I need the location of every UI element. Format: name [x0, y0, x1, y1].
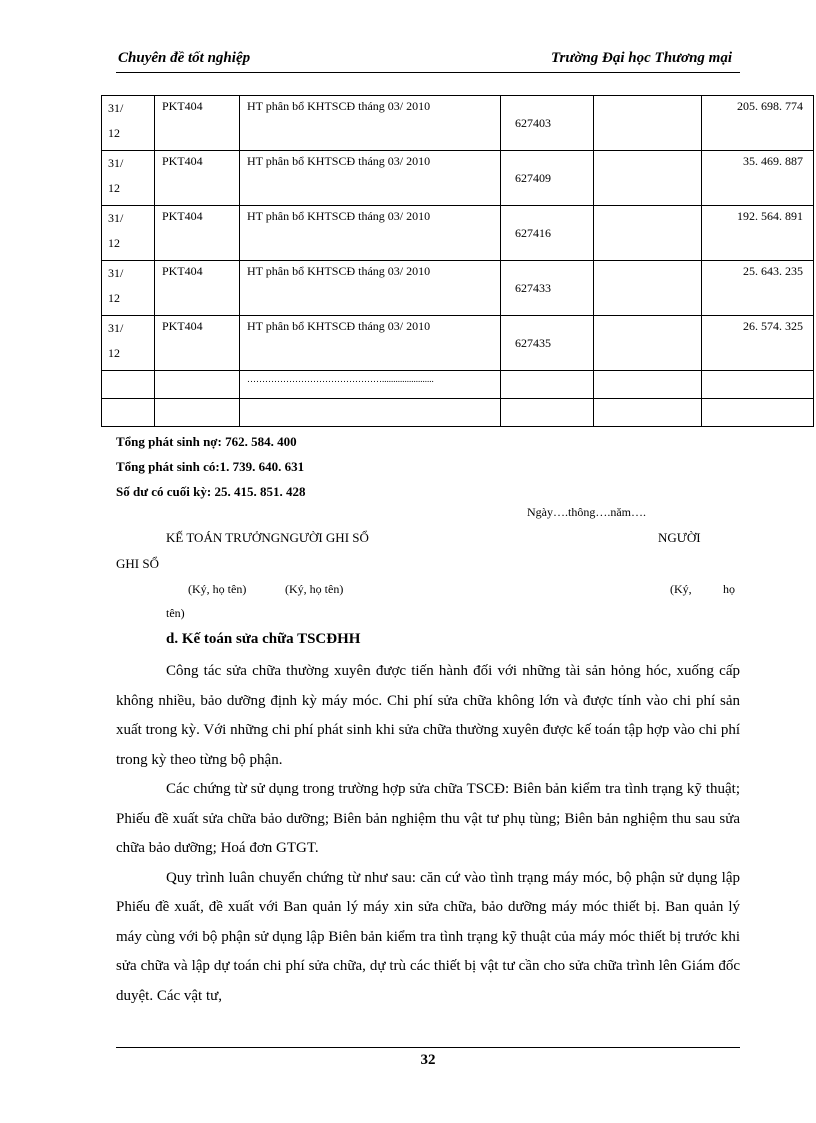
section-heading: d. Kế toán sửa chữa TSCĐHH	[166, 631, 361, 647]
credit-cell: 25. 643. 235	[702, 261, 814, 316]
total-debit: Tổng phát sinh nợ: 762. 584. 400	[116, 434, 297, 449]
table-row	[102, 316, 814, 371]
doc-cell: PKT404	[155, 316, 240, 371]
credit-cell: 205. 698. 774	[702, 96, 814, 151]
account-cell: 627435	[501, 316, 594, 371]
desc-cell: HT phân bổ KHTSCĐ tháng 03/ 2010	[240, 206, 501, 261]
totals-block	[116, 429, 305, 504]
table-row	[102, 261, 814, 316]
doc-cell: PKT404	[155, 206, 240, 261]
debit-cell	[594, 96, 702, 151]
credit-cell: 35. 469. 887	[702, 151, 814, 206]
doc-cell: PKT404	[155, 261, 240, 316]
paragraph: Công tác sửa chữa thường xuyên được tiến hành đối với những tài sản hỏng hóc, xuống cấp không nhiều, bảo dưỡng định kỳ máy móc. Chi phí sửa chữa không lớn và được tính vào chi phí sản xuất trong kỳ. Với những chi phí phát sinh khi sửa chữa thường xuyên được kế toán tập hợp vào chi phí trong kỳ theo từng bộ phận.	[116, 663, 740, 768]
table-row	[102, 371, 814, 399]
body-text	[116, 657, 740, 1011]
signature-note-3-cont: tên)	[166, 606, 185, 620]
desc-cell: HT phân bổ KHTSCĐ tháng 03/ 2010	[240, 316, 501, 371]
debit-cell	[594, 261, 702, 316]
table-row	[102, 96, 814, 151]
desc-cell: HT phân bổ KHTSCĐ tháng 03/ 2010	[240, 96, 501, 151]
date-cell: 31/ 12	[102, 96, 155, 151]
header-rule	[116, 72, 740, 73]
ledger-table	[101, 95, 814, 427]
date-line: Ngày….thông….năm….	[527, 505, 646, 519]
desc-cell: HT phân bổ KHTSCĐ tháng 03/ 2010	[240, 261, 501, 316]
debit-cell	[594, 206, 702, 261]
paragraph: Các chứng từ sử dụng trong trường hợp sửa chữa TSCĐ: Biên bản kiểm tra tình trạng kỹ thuật; Phiếu đề xuất sửa chữa bảo dưỡng; Biên bản nghiệm thu vật tư phụ tùng; Biên bản nghiệm thu sau sửa chữa bảo dưỡng; Hoá đơn GTGT.	[116, 781, 740, 856]
signature-right-title-cont: GHI SỔ	[116, 556, 159, 571]
ellipsis-cell: ……………………………………….......................	[240, 371, 501, 399]
paragraph: Quy trình luân chuyển chứng từ như sau: căn cứ vào tình trạng máy móc, bộ phận sử dụng lập Phiếu đề xuất, đề xuất với Ban quản lý máy xin sửa chữa, bảo dưỡng máy móc thiết bị. Ban quản lý máy cùng với bộ phận sử dụng lập Biên bản kiểm tra tình trạng kỹ thuật của máy móc thiết bị trước khi sửa chữa và lập dự toán chi phí sửa chữa, dự trù các thiết bị vật tư cần cho sửa chữa trình lên Giám đốc duyệt. Các vật tư,	[116, 869, 740, 1004]
signature-note-1: (Ký, họ tên)	[188, 582, 247, 596]
date-cell: 31/ 12	[102, 261, 155, 316]
table-row	[102, 399, 814, 427]
credit-cell: 192. 564. 891	[702, 206, 814, 261]
table-row	[102, 151, 814, 206]
signature-note-2: (Ký, họ tên)	[285, 582, 344, 596]
signature-titles: KẾ TOÁN TRƯỞNGNGƯỜI GHI SỔ	[166, 530, 369, 545]
date-cell: 31/ 12	[102, 316, 155, 371]
account-cell: 627433	[501, 261, 594, 316]
total-credit: Tổng phát sinh có:1. 739. 640. 631	[116, 459, 305, 474]
desc-cell: HT phân bổ KHTSCĐ tháng 03/ 2010	[240, 151, 501, 206]
doc-cell: PKT404	[155, 96, 240, 151]
signature-right-title: NGƯỜI	[658, 530, 701, 545]
page-header	[116, 50, 738, 72]
debit-cell	[594, 151, 702, 206]
page-number: 32	[420, 1052, 436, 1068]
header-right-title: Trường Đại học Thương mại	[550, 50, 732, 66]
account-cell: 627416	[501, 206, 594, 261]
account-cell: 627409	[501, 151, 594, 206]
date-cell: 31/ 12	[102, 151, 155, 206]
header-left-title: Chuyên đề tốt nghiệp	[118, 50, 251, 66]
table-row	[102, 206, 814, 261]
credit-cell: 26. 574. 325	[702, 316, 814, 371]
debit-cell	[594, 316, 702, 371]
date-cell: 31/ 12	[102, 206, 155, 261]
closing-balance: Số dư có cuối kỳ: 25. 415. 851. 428	[116, 484, 306, 499]
footer-rule	[116, 1047, 740, 1048]
account-cell: 627403	[501, 96, 594, 151]
doc-cell: PKT404	[155, 151, 240, 206]
